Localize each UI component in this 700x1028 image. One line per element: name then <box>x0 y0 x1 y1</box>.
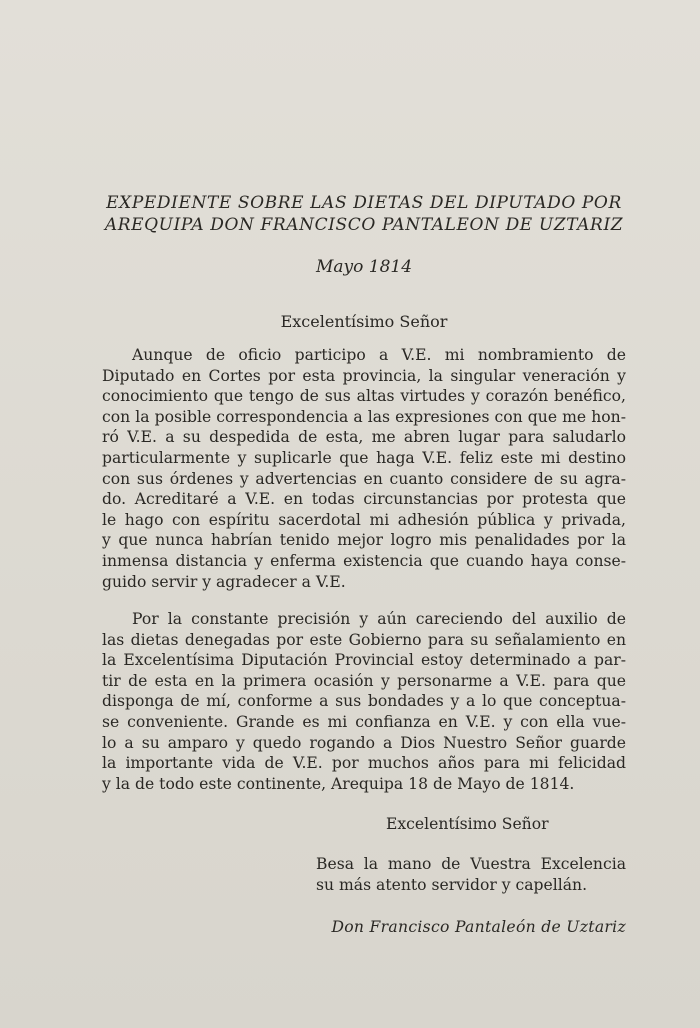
text-line: tir de esta en la primera ocasión y personarme a V.E. para que <box>102 671 626 690</box>
paragraph-1 <box>102 345 626 592</box>
text-line: guido servir y agradecer a V.E. <box>102 572 346 591</box>
text-line: con sus órdenes y advertencias en cuanto considere de su agra- <box>102 469 626 488</box>
text-line: ró V.E. a su despedida de esta, me abren lugar para saludarlo <box>102 428 626 447</box>
text-line: Diputado en Cortes por esta provincia, la singular veneración y <box>102 366 626 385</box>
closing-line: su más atento servidor y capellán. <box>316 875 588 894</box>
text-line: y que nunca habrían tenido mejor logro mis penalidades por la <box>102 531 626 550</box>
document-date: Mayo 1814 <box>315 257 413 277</box>
text-line: le hago con espíritu sacerdotal mi adhesión pública y privada, <box>102 510 626 529</box>
paragraph-2 <box>102 609 626 794</box>
text-line: inmensa distancia y enferma existencia que cuando haya conse- <box>102 551 626 570</box>
text-line: la Excelentísima Diputación Provincial estoy determinado a par- <box>102 651 626 670</box>
text-line: Por la constante precisión y aún careciendo del auxilio de <box>132 610 626 628</box>
text-line: conocimiento que tengo de sus altas virtudes y corazón benéfico, <box>102 387 626 406</box>
text-line: particularmente y suplicarle que haga V.E. feliz este mi destino <box>102 448 626 467</box>
title-line: EXPEDIENTE SOBRE LAS DIETAS DEL DIPUTADO POR <box>106 193 622 213</box>
text-line: Aunque de oficio participo a V.E. mi nombramiento de <box>132 346 626 364</box>
salutation: Excelentísimo Señor <box>280 312 448 331</box>
text-line: disponga de mí, conforme a sus bondades y a lo que conceptua- <box>102 692 626 711</box>
closing-formula <box>316 854 626 895</box>
text-line: con la posible correspondencia a las expresiones con que me hon- <box>102 407 626 426</box>
text-line: las dietas denegadas por este Gobierno para su señalamiento en <box>102 630 626 649</box>
closing-salutation: Excelentísimo Señor <box>386 815 549 833</box>
text-line: y la de todo este continente, Arequipa 18 de Mayo de 1814. <box>102 774 575 793</box>
document-title <box>104 192 624 236</box>
text-line: se conveniente. Grande es mi confianza en V.E. y con ella vue- <box>102 712 626 731</box>
text-line: do. Acreditaré a V.E. en todas circunstancias por protesta que <box>102 490 626 509</box>
title-line: AREQUIPA DON FRANCISCO PANTALEON DE UZTARIZ <box>104 215 624 235</box>
text-line: lo a su amparo y quedo rogando a Dios Nuestro Señor guarde <box>102 733 626 752</box>
signature: Don Francisco Pantaleón de Uztariz <box>331 918 626 936</box>
closing-line: Besa la mano de Vuestra Excelencia <box>316 855 626 873</box>
text-line: la importante vida de V.E. por muchos años para mi felicidad <box>102 754 626 773</box>
